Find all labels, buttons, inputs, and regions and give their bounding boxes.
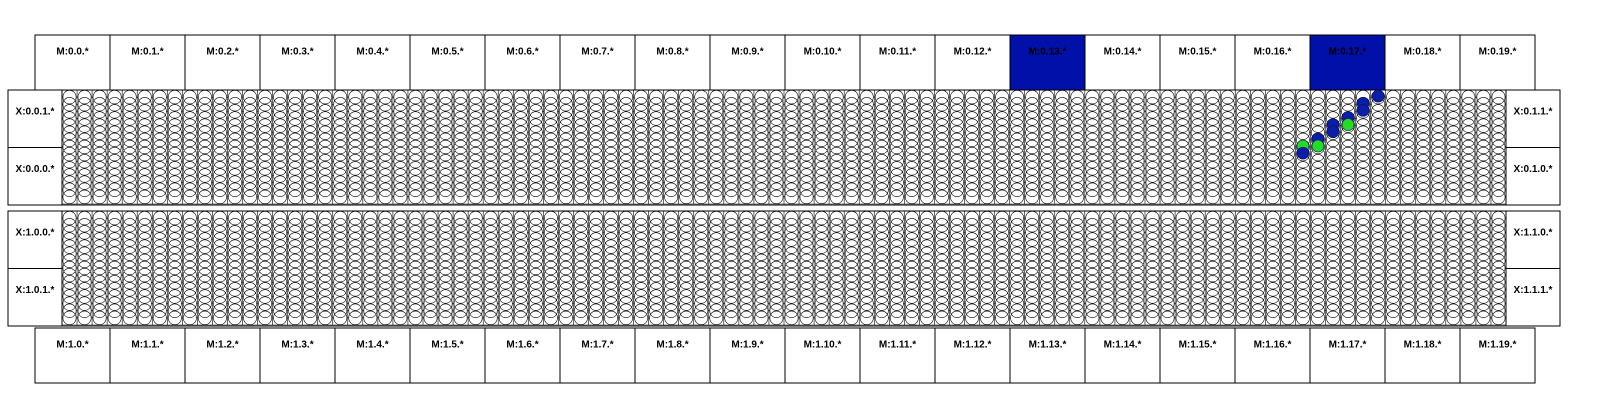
bottom-module-label: M:1.12.* [953, 339, 992, 351]
bottom-module-box [1235, 328, 1310, 383]
top-module-12[interactable] [935, 35, 1010, 90]
top-module-box [1160, 35, 1235, 90]
top-module-2[interactable] [185, 35, 260, 90]
bottom-module-0[interactable] [35, 328, 110, 383]
panel-1 [8, 211, 1560, 326]
bottom-module-box [1460, 328, 1535, 383]
active-node-green[interactable] [1342, 119, 1354, 131]
top-module-box [635, 35, 710, 90]
bottom-module-label: M:1.1.* [131, 339, 164, 351]
port-label: X:0.1.0.* [1513, 164, 1553, 176]
bottom-module-12[interactable] [935, 328, 1010, 383]
bottom-module-box [110, 328, 185, 383]
bottom-module-box [935, 328, 1010, 383]
port-label: X:1.1.0.* [1513, 227, 1553, 239]
bottom-module-16[interactable] [1235, 328, 1310, 383]
bottom-module-11[interactable] [860, 328, 935, 383]
top-module-0[interactable] [35, 35, 110, 90]
bottom-module-3[interactable] [260, 328, 335, 383]
right-port-0-0[interactable] [1506, 90, 1560, 148]
top-module-label: M:0.6.* [506, 46, 539, 58]
top-module-label: M:0.12.* [953, 46, 992, 58]
bottom-module-4[interactable] [335, 328, 410, 383]
port-label: X:1.0.0.* [15, 227, 55, 239]
top-module-label: M:0.8.* [656, 46, 689, 58]
left-port-1-0[interactable] [8, 211, 62, 269]
panel-0 [8, 90, 1560, 205]
port-label: X:0.1.1.* [1513, 106, 1553, 118]
top-module-label: M:0.1.* [131, 46, 164, 58]
bottom-module-label: M:1.7.* [581, 339, 614, 351]
bottom-module-7[interactable] [560, 328, 635, 383]
bottom-module-box [410, 328, 485, 383]
bottom-module-box [785, 328, 860, 383]
top-module-box [110, 35, 185, 90]
bottom-module-box [710, 328, 785, 383]
top-module-7[interactable] [560, 35, 635, 90]
active-node-blue[interactable] [1357, 104, 1369, 116]
top-module-box [785, 35, 860, 90]
top-module-box [710, 35, 785, 90]
top-module-box [1235, 35, 1310, 90]
top-module-9[interactable] [710, 35, 785, 90]
port-label: X:0.0.1.* [15, 106, 55, 118]
bottom-module-label: M:1.14.* [1103, 339, 1142, 351]
top-module-row [35, 35, 1535, 90]
top-module-box [260, 35, 335, 90]
top-module-label: M:0.15.* [1178, 46, 1217, 58]
top-module-box [335, 35, 410, 90]
top-module-label: M:0.13.* [1028, 46, 1067, 58]
bottom-module-row [35, 328, 1535, 383]
top-module-10[interactable] [785, 35, 860, 90]
bottom-module-box [560, 328, 635, 383]
left-port-0-1[interactable] [8, 148, 62, 206]
node-grid [62, 90, 1506, 204]
bottom-module-box [35, 328, 110, 383]
bottom-module-box [260, 328, 335, 383]
top-module-box [1010, 35, 1085, 90]
port-box [8, 211, 62, 269]
bottom-module-label: M:1.9.* [731, 339, 764, 351]
top-module-3[interactable] [260, 35, 335, 90]
top-module-box [1385, 35, 1460, 90]
top-module-box [410, 35, 485, 90]
top-module-5[interactable] [410, 35, 485, 90]
top-module-box [1085, 35, 1160, 90]
bottom-module-box [485, 328, 560, 383]
top-module-label: M:0.9.* [731, 46, 764, 58]
top-module-label: M:0.18.* [1403, 46, 1442, 58]
active-node-green[interactable] [1312, 140, 1324, 152]
bottom-module-box [1085, 328, 1160, 383]
bottom-module-label: M:1.13.* [1028, 339, 1067, 351]
bottom-module-15[interactable] [1160, 328, 1235, 383]
top-module-box [485, 35, 560, 90]
top-module-label: M:0.7.* [581, 46, 614, 58]
top-module-label: M:0.14.* [1103, 46, 1142, 58]
bottom-module-18[interactable] [1385, 328, 1460, 383]
bottom-module-box [335, 328, 410, 383]
top-module-label: M:0.5.* [431, 46, 464, 58]
top-module-14[interactable] [1085, 35, 1160, 90]
top-module-label: M:0.2.* [206, 46, 239, 58]
active-node-blue[interactable] [1297, 147, 1309, 159]
top-module-box [35, 35, 110, 90]
port-box [1506, 90, 1560, 148]
top-module-label: M:0.17.* [1328, 46, 1367, 58]
node-grid [62, 211, 1506, 325]
top-module-11[interactable] [860, 35, 935, 90]
port-label: X:1.1.1.* [1513, 285, 1553, 297]
port-box [1506, 148, 1560, 206]
bottom-module-label: M:1.4.* [356, 339, 389, 351]
bottom-module-19[interactable] [1460, 328, 1535, 383]
port-box [8, 90, 62, 148]
left-port-0-0[interactable] [8, 90, 62, 148]
bottom-module-label: M:1.3.* [281, 339, 314, 351]
right-port-1-1[interactable] [1506, 269, 1560, 327]
bottom-module-label: M:1.11.* [878, 339, 917, 351]
bottom-module-label: M:1.10.* [803, 339, 842, 351]
top-module-13[interactable] [1010, 35, 1085, 90]
top-module-4[interactable] [335, 35, 410, 90]
bottom-module-label: M:1.18.* [1403, 339, 1442, 351]
bottom-module-10[interactable] [785, 328, 860, 383]
bottom-module-box [1310, 328, 1385, 383]
bottom-module-label: M:1.17.* [1328, 339, 1367, 351]
bottom-module-label: M:1.16.* [1253, 339, 1292, 351]
bottom-module-1[interactable] [110, 328, 185, 383]
bottom-module-box [860, 328, 935, 383]
top-module-label: M:0.11.* [878, 46, 917, 58]
bottom-module-box [1160, 328, 1235, 383]
port-box [1506, 269, 1560, 327]
top-module-15[interactable] [1160, 35, 1235, 90]
top-module-17[interactable] [1310, 35, 1385, 90]
top-module-label: M:0.10.* [803, 46, 842, 58]
bottom-module-14[interactable] [1085, 328, 1160, 383]
active-node-blue[interactable] [1327, 126, 1339, 138]
bottom-module-9[interactable] [710, 328, 785, 383]
bottom-module-label: M:1.6.* [506, 339, 539, 351]
port-box [8, 269, 62, 327]
top-module-19[interactable] [1460, 35, 1535, 90]
top-module-box [1460, 35, 1535, 90]
bottom-module-2[interactable] [185, 328, 260, 383]
right-port-0-1[interactable] [1506, 148, 1560, 206]
port-label: X:1.0.1.* [15, 285, 55, 297]
bottom-module-label: M:1.5.* [431, 339, 464, 351]
left-port-1-1[interactable] [8, 269, 62, 327]
bottom-module-8[interactable] [635, 328, 710, 383]
bottom-module-13[interactable] [1010, 328, 1085, 383]
port-label: X:0.0.0.* [15, 164, 55, 176]
top-module-16[interactable] [1235, 35, 1310, 90]
bottom-module-box [185, 328, 260, 383]
right-port-1-0[interactable] [1506, 211, 1560, 269]
top-module-label: M:0.16.* [1253, 46, 1292, 58]
bottom-module-box [1385, 328, 1460, 383]
top-module-label: M:0.0.* [56, 46, 89, 58]
top-module-6[interactable] [485, 35, 560, 90]
top-module-box [185, 35, 260, 90]
top-module-box [935, 35, 1010, 90]
bottom-module-5[interactable] [410, 328, 485, 383]
top-module-box [1310, 35, 1385, 90]
bottom-module-label: M:1.2.* [206, 339, 239, 351]
bottom-module-box [1010, 328, 1085, 383]
port-box [1506, 211, 1560, 269]
top-module-box [860, 35, 935, 90]
port-box [8, 148, 62, 206]
bottom-module-17[interactable] [1310, 328, 1385, 383]
bottom-module-label: M:1.8.* [656, 339, 689, 351]
bottom-module-box [635, 328, 710, 383]
bottom-module-label: M:1.15.* [1178, 339, 1217, 351]
top-module-box [560, 35, 635, 90]
bottom-module-label: M:1.19.* [1478, 339, 1517, 351]
top-module-8[interactable] [635, 35, 710, 90]
top-module-1[interactable] [110, 35, 185, 90]
top-module-18[interactable] [1385, 35, 1460, 90]
top-module-label: M:0.19.* [1478, 46, 1517, 58]
bottom-module-6[interactable] [485, 328, 560, 383]
top-module-label: M:0.4.* [356, 46, 389, 58]
active-node-blue[interactable] [1372, 90, 1384, 102]
bottom-module-label: M:1.0.* [56, 339, 89, 351]
top-module-label: M:0.3.* [281, 46, 314, 58]
